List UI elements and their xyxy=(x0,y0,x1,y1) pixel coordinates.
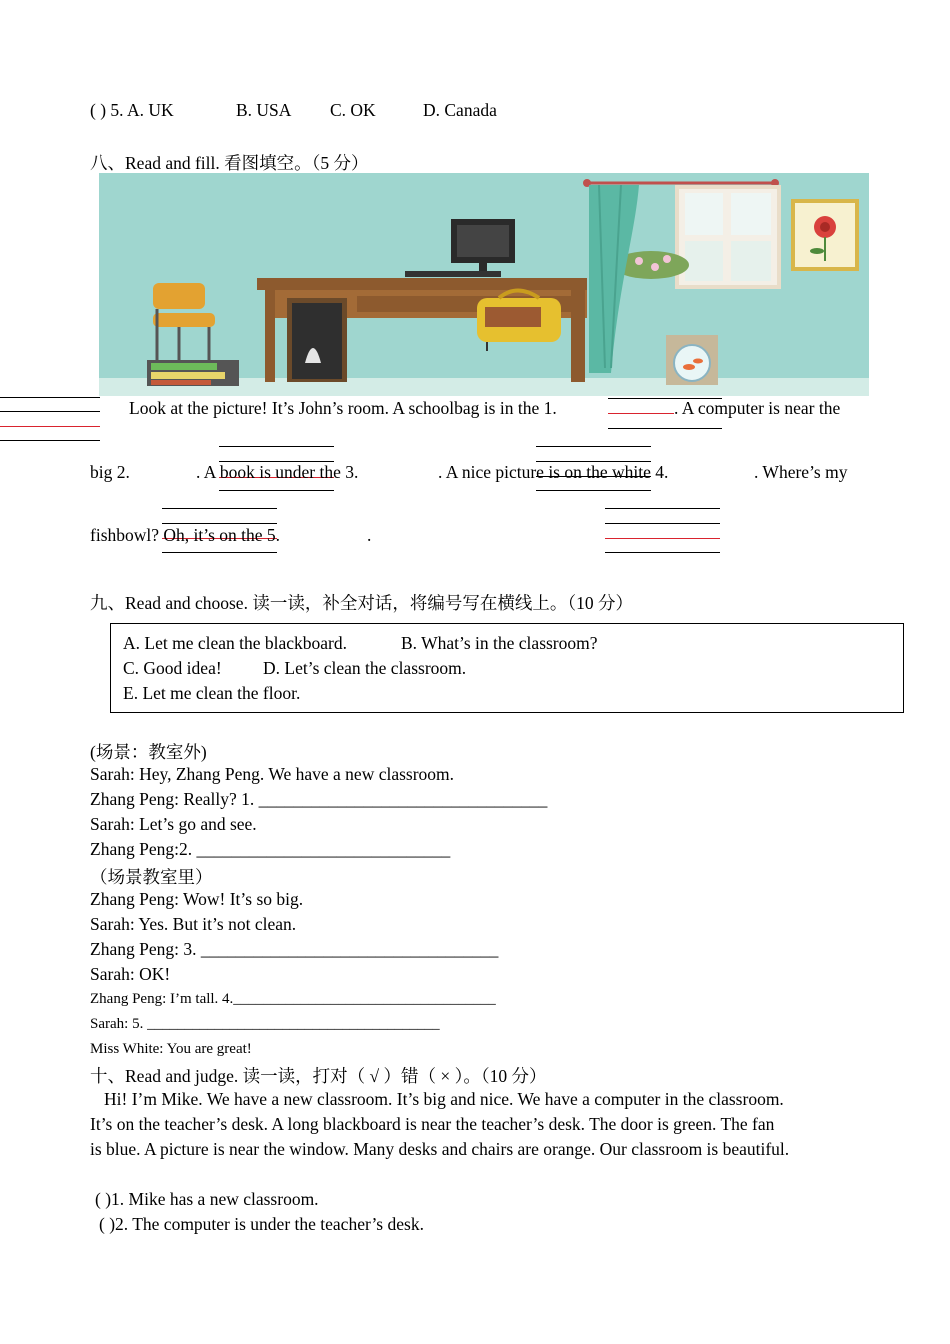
fill-sentence-1a: Look at the picture! It’s John’s room. A schoolbag is in the 1. xyxy=(129,398,557,418)
option-d: D. Let’s clean the classroom. xyxy=(263,658,467,678)
blank-1-line-red xyxy=(608,413,674,414)
blank-line xyxy=(219,446,334,447)
answer-line xyxy=(0,397,100,398)
option-c: C. Good idea! xyxy=(123,658,222,678)
blank-line xyxy=(536,446,651,447)
books xyxy=(147,360,239,386)
dialogue-line: Sarah: Let’s go and see. xyxy=(90,814,257,834)
fishbowl xyxy=(666,335,718,385)
blank-line xyxy=(536,490,651,491)
options-box xyxy=(110,623,904,713)
room-picture xyxy=(99,173,869,396)
judge-item: ( )1. Mike has a new classroom. xyxy=(95,1189,319,1209)
option-e: E. Let me clean the floor. xyxy=(123,683,301,703)
fill-sentence-2d: . Where’s my xyxy=(754,462,848,482)
blank-line xyxy=(605,523,720,524)
option-a: A. Let me clean the blackboard. xyxy=(123,633,347,653)
dialogue-line: Zhang Peng: I’m tall. 4.___________________________________ xyxy=(90,991,496,1007)
blank-line xyxy=(162,523,277,524)
dialogue-line: Sarah: Yes. But it’s not clean. xyxy=(90,914,297,934)
dialogue-line: Sarah: Hey, Zhang Peng. We have a new classroom. xyxy=(90,764,455,784)
option-b: B. What’s in the classroom? xyxy=(401,633,598,653)
answer-line xyxy=(0,411,100,412)
passage-line: Hi! I’m Mike. We have a new classroom. It’s big and nice. We have a computer in the classroom. xyxy=(104,1089,784,1109)
dialogue-line: Zhang Peng: 3. __________________________________ xyxy=(90,939,499,959)
q5-option-d: D. Canada xyxy=(423,100,497,120)
blank-line xyxy=(162,508,277,509)
flower-picture xyxy=(793,201,857,269)
blank-line xyxy=(219,490,334,491)
dialogue-line: Sarah: 5. _______________________________________ xyxy=(90,1016,440,1032)
judge-item: ( )2. The computer is under the teacher’s desk. xyxy=(99,1214,424,1234)
dialogue-line: Sarah: OK! xyxy=(90,964,171,984)
fill-sentence-2a: big 2. xyxy=(90,462,130,482)
section-8-heading: 八、Read and fill. 看图填空。（5 分） xyxy=(90,153,369,173)
answer-line xyxy=(0,440,100,441)
dialogue-line: Zhang Peng: Wow! It’s so big. xyxy=(90,889,304,909)
blank-line xyxy=(605,552,720,553)
section-9-heading: 九、Read and choose. 读一读，补全对话，将编号写在横线上。（10 分） xyxy=(90,593,633,613)
fill-sentence-1b: . A computer is near the xyxy=(674,398,841,418)
answer-line-red xyxy=(0,426,100,427)
section-10-heading: 十、Read and judge. 读一读，打对（ √ ）错（ × ）。（10 分） xyxy=(90,1066,547,1086)
q5-option-c: C. OK xyxy=(330,100,376,120)
dialogue-line: （场景教室里） xyxy=(90,867,213,887)
blank-line xyxy=(605,508,720,509)
blank-1-line xyxy=(608,428,722,429)
fill-sentence-3a: fishbowl? Oh, it’s on the 5. xyxy=(90,525,281,545)
dialogue-line: (场景：教室外) xyxy=(90,742,207,762)
q5-stem: ( ) 5. A. UK xyxy=(90,100,174,120)
fill-sentence-2b: . A book is under the 3. xyxy=(196,462,359,482)
q5-option-b: B. USA xyxy=(236,100,292,120)
passage-line: is blue. A picture is near the window. Many desks and chairs are orange. Our classroom is beautiful. xyxy=(90,1139,790,1159)
dialogue-line: Zhang Peng:2. _____________________________ xyxy=(90,839,451,859)
dialogue-line: Miss White: You are great! xyxy=(90,1041,252,1057)
fill-sentence-2c: . A nice picture is on the white 4. xyxy=(438,462,669,482)
blank-line-red xyxy=(605,538,720,539)
fill-sentence-3b: . xyxy=(367,525,372,545)
passage-line: It’s on the teacher’s desk. A long blackboard is near the teacher’s desk. The door is green. The fan xyxy=(90,1114,775,1134)
schoolbag xyxy=(477,291,561,352)
dialogue-line: Zhang Peng: Really? 1. _________________________________ xyxy=(90,789,548,809)
blank-line xyxy=(162,552,277,553)
